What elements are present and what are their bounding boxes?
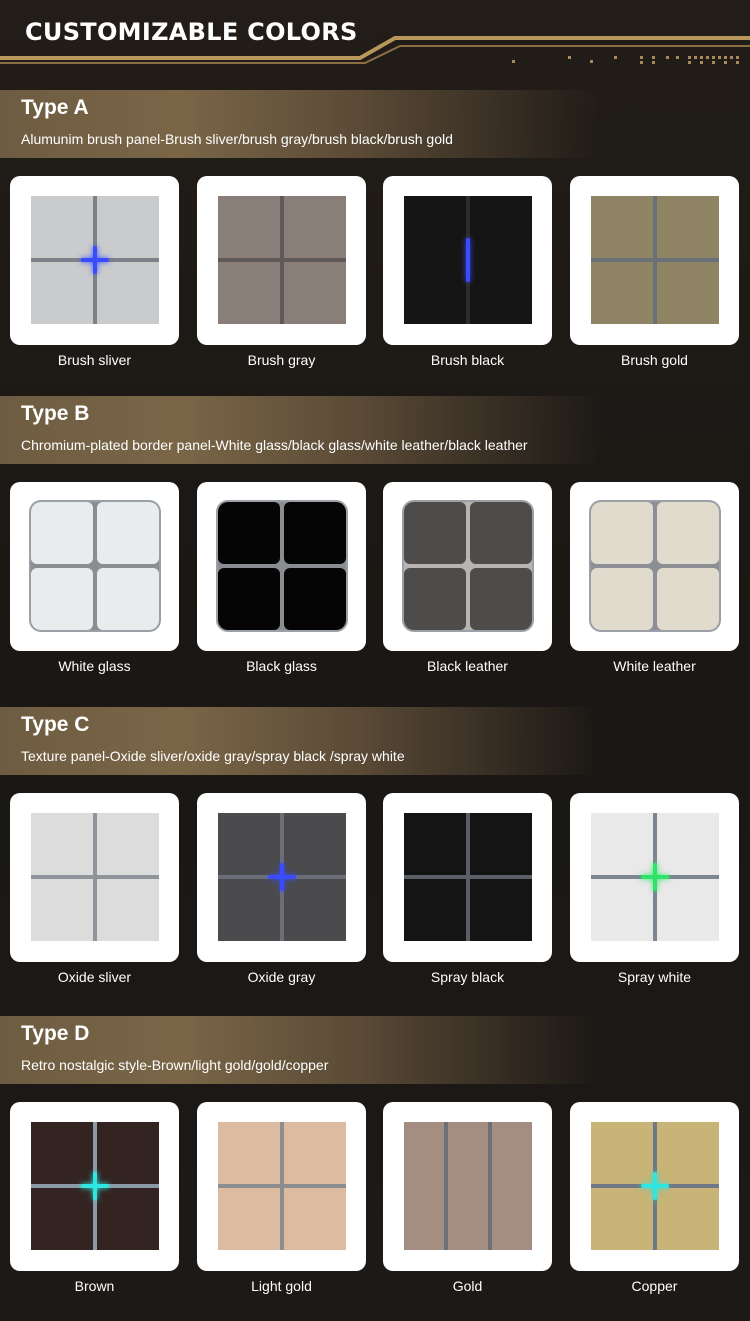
- section-description: Texture panel-Oxide sliver/oxide gray/spray black /spray white: [21, 748, 405, 764]
- swatch-label: Oxide sliver: [57, 969, 132, 985]
- section-header-band: [0, 396, 600, 464]
- switch-panel-swatch: [218, 196, 346, 324]
- switch-panel-swatch: [591, 813, 719, 941]
- switch-panel-swatch: [591, 502, 719, 630]
- swatch-card: [10, 1102, 179, 1271]
- panel-key-tile: [404, 813, 466, 875]
- panel-key-tile: [657, 813, 719, 875]
- switch-panel-swatch: [218, 502, 346, 630]
- swatch-label: Black glass: [246, 658, 317, 674]
- switch-panel-swatch: [31, 813, 159, 941]
- panel-key-tile: [448, 1122, 488, 1250]
- section-description: Chromium-plated border panel-White glass/black glass/white leather/black leather: [21, 437, 528, 453]
- panel-key-tile: [404, 1122, 444, 1250]
- swatch-card: [197, 793, 366, 962]
- panel-key-tile: [97, 262, 159, 324]
- led-indicator: [641, 875, 669, 879]
- panel-key-tile: [591, 262, 653, 324]
- swatch-label: Oxide gray: [247, 969, 316, 985]
- panel-key-tile: [284, 568, 346, 630]
- swatch-label: Brown: [74, 1278, 115, 1294]
- panel-key-tile: [404, 502, 466, 564]
- panel-key-tile: [218, 568, 280, 630]
- panel-key-tile: [492, 1122, 532, 1250]
- panel-key-tile: [31, 262, 93, 324]
- panel-key-tile: [31, 813, 93, 875]
- panel-key-tile: [284, 262, 346, 324]
- swatch-card: [570, 176, 739, 345]
- swatch-label: Brush gray: [247, 352, 316, 368]
- section-header-band: [0, 707, 600, 775]
- swatch-card: [570, 1102, 739, 1271]
- panel-key-tile: [218, 502, 280, 564]
- panel-key-tile: [591, 196, 653, 258]
- section-title: Type D: [21, 1022, 90, 1045]
- panel-key-tile: [404, 196, 466, 324]
- panel-key-tile: [218, 813, 280, 875]
- switch-panel-swatch: [218, 1122, 346, 1250]
- panel-key-tile: [97, 196, 159, 258]
- section-title: Type A: [21, 96, 89, 119]
- swatch-label: Brush gold: [621, 352, 688, 368]
- panel-key-tile: [404, 879, 466, 941]
- panel-key-tile: [404, 568, 466, 630]
- swatch-label: Copper: [631, 1278, 678, 1294]
- panel-key-tile: [97, 1188, 159, 1250]
- swatch-card: [383, 793, 552, 962]
- panel-key-tile: [657, 879, 719, 941]
- swatch-label: Brush black: [430, 352, 505, 368]
- section-title: Type C: [21, 713, 90, 736]
- switch-panel-swatch: [218, 813, 346, 941]
- panel-key-tile: [284, 502, 346, 564]
- switch-panel-swatch: [404, 196, 532, 324]
- panel-key-tile: [31, 196, 93, 258]
- led-indicator: [466, 238, 470, 282]
- panel-key-tile: [218, 196, 280, 258]
- swatch-card: [10, 176, 179, 345]
- panel-key-tile: [657, 568, 719, 630]
- section-header-band: [0, 90, 600, 158]
- panel-key-tile: [31, 879, 93, 941]
- panel-key-tile: [218, 1188, 280, 1250]
- panel-key-tile: [591, 813, 653, 875]
- swatch-card: [570, 793, 739, 962]
- swatch-card: [197, 482, 366, 651]
- switch-panel-swatch: [404, 1122, 532, 1250]
- panel-key-tile: [657, 502, 719, 564]
- panel-key-tile: [97, 502, 159, 564]
- panel-key-tile: [97, 813, 159, 875]
- panel-key-tile: [470, 568, 532, 630]
- panel-key-tile: [31, 1188, 93, 1250]
- swatch-label: Light gold: [251, 1278, 312, 1294]
- swatch-card: [197, 176, 366, 345]
- panel-key-tile: [470, 813, 532, 875]
- panel-key-tile: [591, 1122, 653, 1184]
- swatch-card: [383, 482, 552, 651]
- switch-panel-swatch: [404, 502, 532, 630]
- panel-key-tile: [31, 502, 93, 564]
- swatch-card: [383, 1102, 552, 1271]
- swatch-label: Black leather: [427, 658, 508, 674]
- panel-key-tile: [218, 879, 280, 941]
- swatch-label: Gold: [452, 1278, 483, 1294]
- page-title: CUSTOMIZABLE COLORS: [25, 18, 358, 46]
- header: [0, 0, 750, 64]
- switch-panel-swatch: [591, 1122, 719, 1250]
- section-description: Alumunim brush panel-Brush sliver/brush gray/brush black/brush gold: [21, 131, 453, 147]
- swatch-label: Spray black: [430, 969, 505, 985]
- swatch-label: White leather: [613, 658, 696, 674]
- swatch-card: [383, 176, 552, 345]
- panel-key-tile: [218, 262, 280, 324]
- panel-key-tile: [657, 1122, 719, 1184]
- switch-panel-swatch: [31, 1122, 159, 1250]
- panel-key-tile: [284, 1188, 346, 1250]
- swatch-label: Spray white: [617, 969, 692, 985]
- switch-panel-swatch: [404, 813, 532, 941]
- panel-key-tile: [218, 1122, 280, 1184]
- switch-panel-swatch: [31, 196, 159, 324]
- panel-key-tile: [470, 502, 532, 564]
- panel-key-tile: [284, 813, 346, 875]
- section-header-band: [0, 1016, 600, 1084]
- panel-key-tile: [31, 568, 93, 630]
- swatch-card: [10, 482, 179, 651]
- led-indicator: [268, 875, 296, 879]
- panel-key-tile: [591, 502, 653, 564]
- section-title: Type B: [21, 402, 90, 425]
- switch-panel-swatch: [31, 502, 159, 630]
- panel-key-tile: [591, 1188, 653, 1250]
- switch-panel-swatch: [591, 196, 719, 324]
- led-indicator: [641, 1184, 669, 1188]
- swatch-label: Brush sliver: [57, 352, 132, 368]
- panel-key-tile: [31, 1122, 93, 1184]
- panel-key-tile: [97, 879, 159, 941]
- panel-key-tile: [657, 1188, 719, 1250]
- panel-key-tile: [470, 196, 532, 324]
- panel-key-tile: [284, 879, 346, 941]
- panel-key-tile: [591, 568, 653, 630]
- panel-key-tile: [97, 568, 159, 630]
- led-indicator: [81, 1184, 109, 1188]
- panel-key-tile: [97, 1122, 159, 1184]
- swatch-card: [10, 793, 179, 962]
- panel-key-tile: [657, 262, 719, 324]
- swatch-card: [197, 1102, 366, 1271]
- swatch-label: White glass: [58, 658, 131, 674]
- led-indicator: [81, 258, 109, 262]
- panel-key-tile: [470, 879, 532, 941]
- panel-key-tile: [284, 196, 346, 258]
- swatch-card: [570, 482, 739, 651]
- section-description: Retro nostalgic style-Brown/light gold/gold/copper: [21, 1057, 329, 1073]
- panel-key-tile: [591, 879, 653, 941]
- panel-key-tile: [657, 196, 719, 258]
- panel-key-tile: [284, 1122, 346, 1184]
